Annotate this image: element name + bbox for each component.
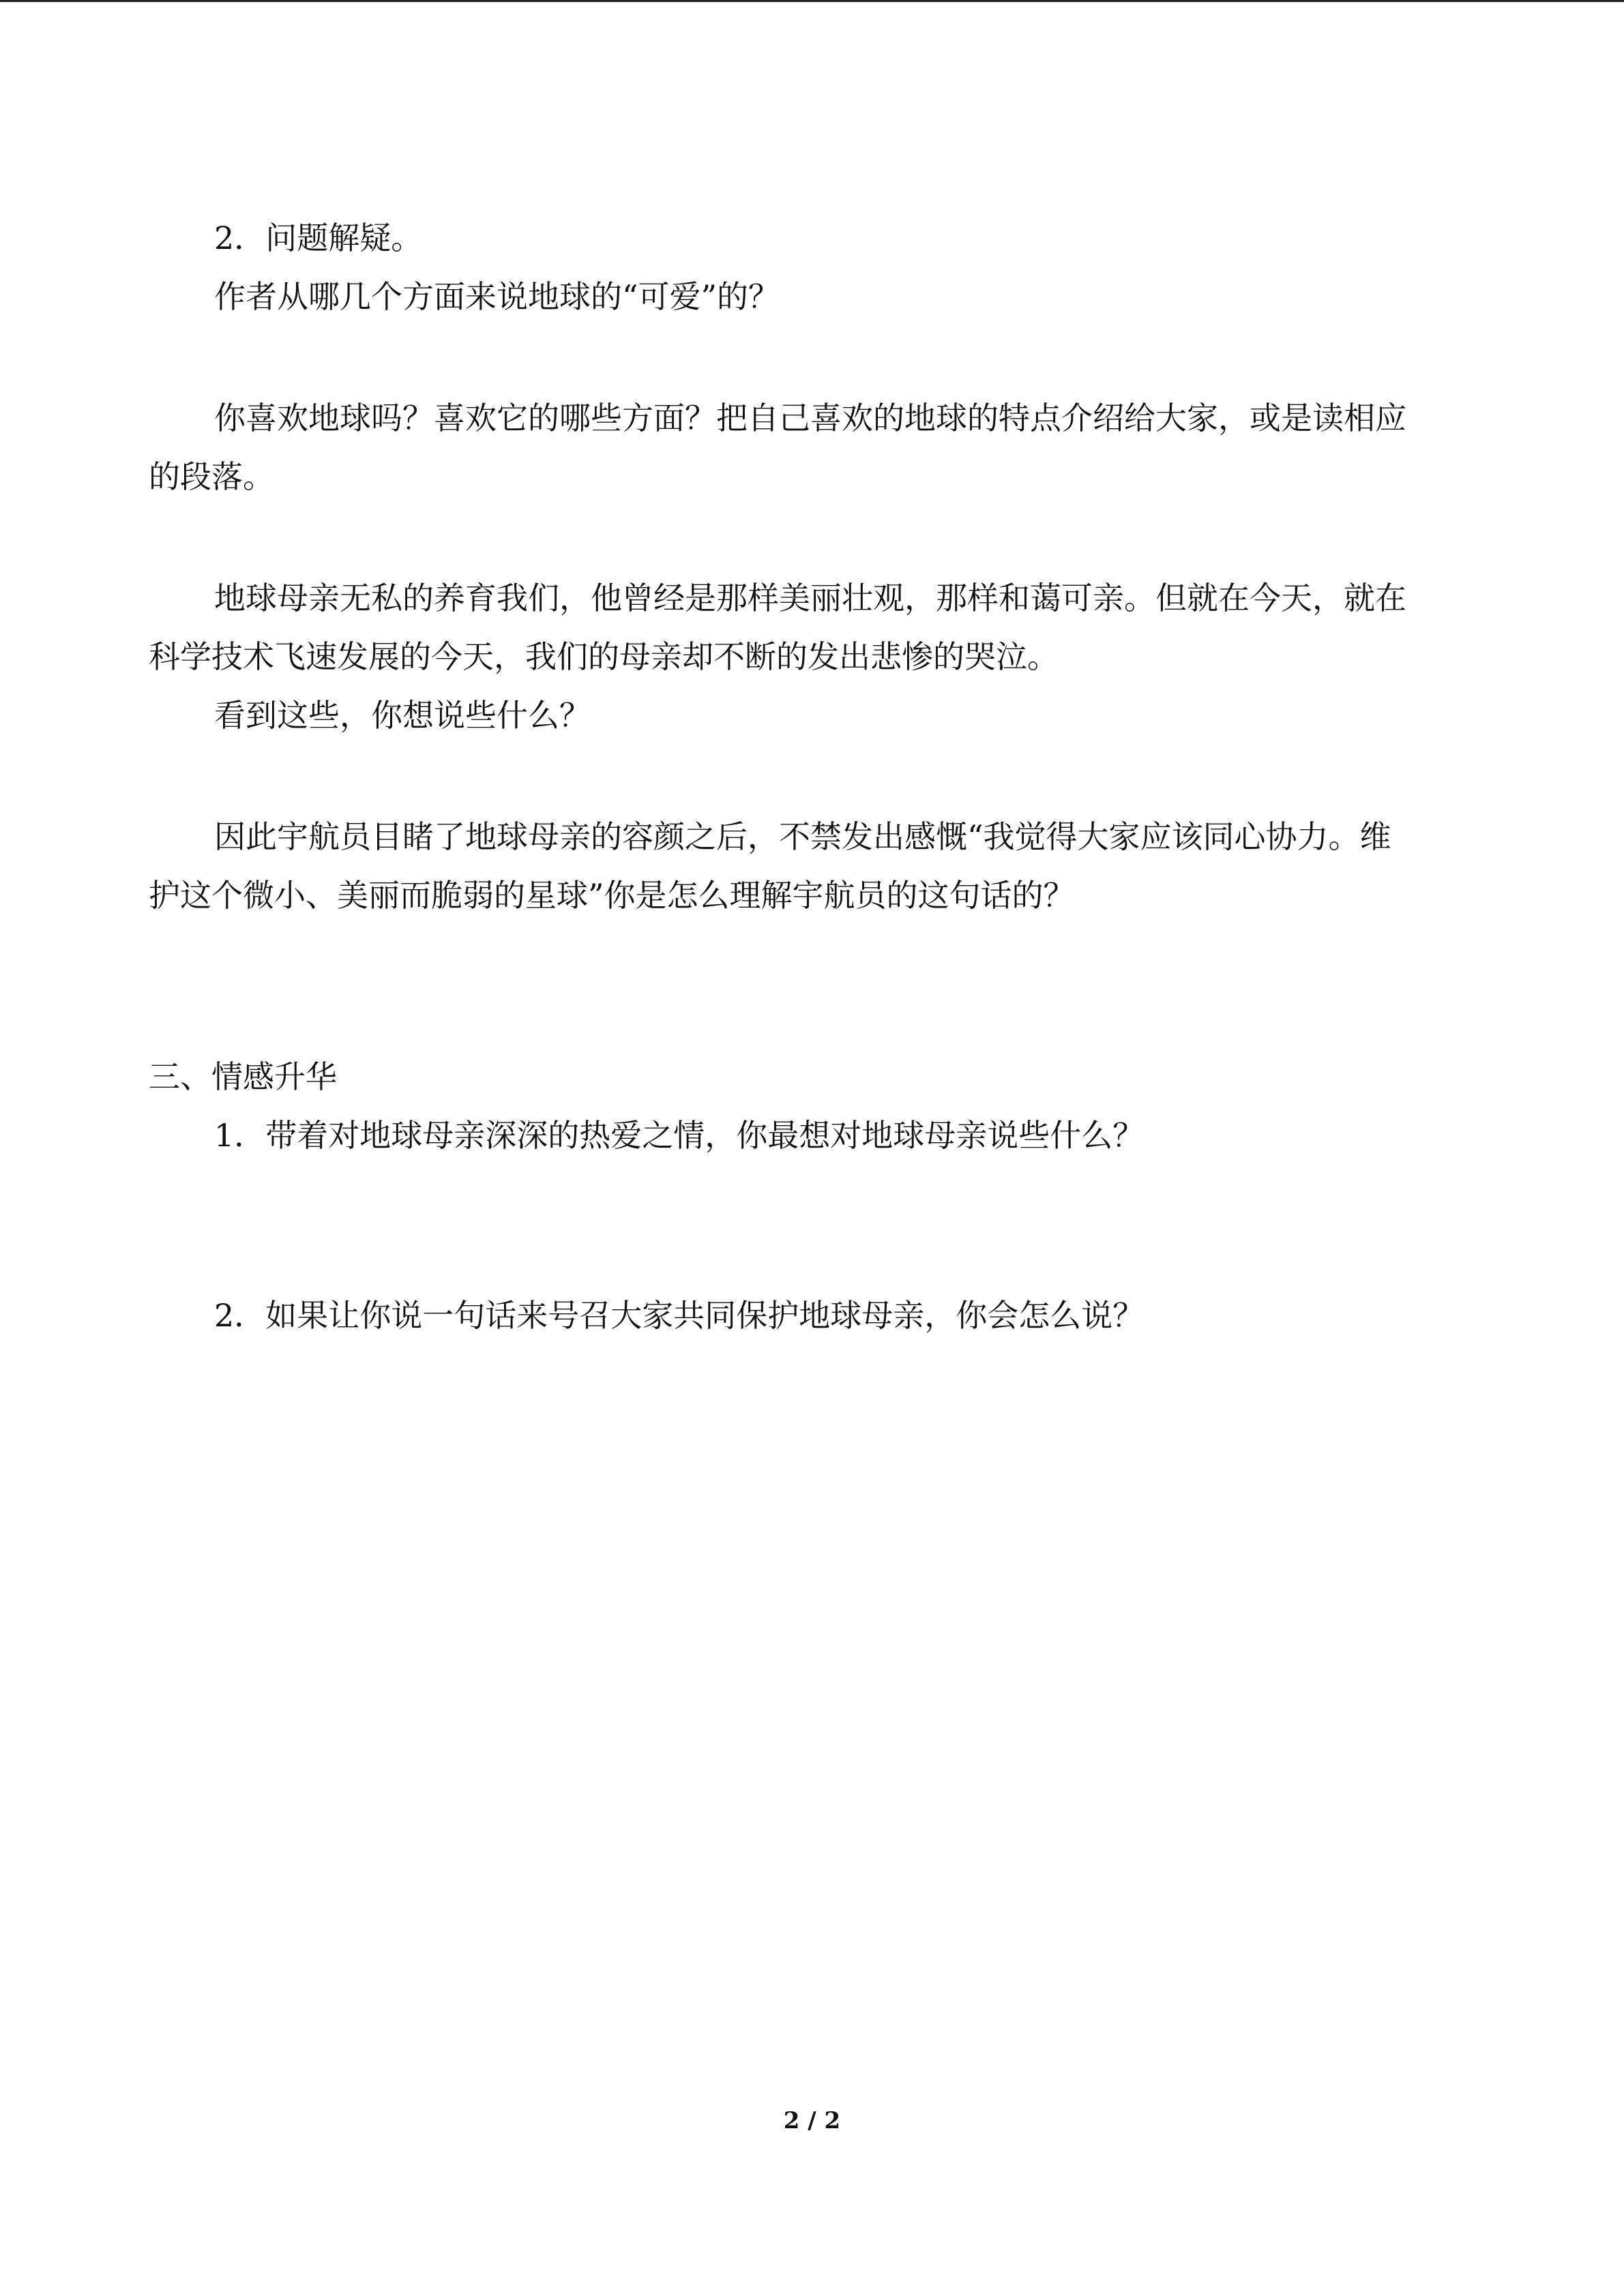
paragraph-mother-earth-line-1: 地球母亲无私的养育我们，他曾经是那样美丽壮观，那样和蔼可亲。但就在今天，就在 — [214, 580, 1406, 616]
page-number: 2 / 2 — [783, 2107, 841, 2134]
paragraph-astronaut-line-2: 护这个微小、美丽而脆弱的星球”你是怎么理解宇航员的这句话的？ — [149, 877, 1075, 914]
section-three-heading: 三、情感升华 — [149, 1058, 337, 1095]
paragraph-like-earth-line-2: 的段落。 — [149, 458, 274, 495]
question-3-1: 1．带着对地球母亲深深的热爱之情，你最想对地球母亲说些什么？ — [214, 1117, 1145, 1154]
paragraph-mother-earth-line-2: 科学技术飞速发展的今天，我们的母亲却不断的发出悲惨的哭泣。 — [149, 638, 1059, 675]
question-2-heading: 2．问题解疑。 — [214, 220, 423, 256]
question-lovely-aspects: 作者从哪几个方面来说地球的“可爱”的？ — [214, 278, 780, 315]
paragraph-astronaut-line-1: 因此宇航员目睹了地球母亲的容颜之后，不禁发出感慨“我觉得大家应该同心协力。维 — [214, 818, 1391, 855]
question-what-to-say: 看到这些，你想说些什么？ — [214, 697, 591, 734]
question-3-2: 2．如果让你说一句话来号召大家共同保护地球母亲，你会怎么说？ — [214, 1297, 1145, 1334]
paragraph-like-earth-line-1: 你喜欢地球吗？喜欢它的哪些方面？把自己喜欢的地球的特点介绍给大家，或是读相应 — [214, 400, 1406, 436]
